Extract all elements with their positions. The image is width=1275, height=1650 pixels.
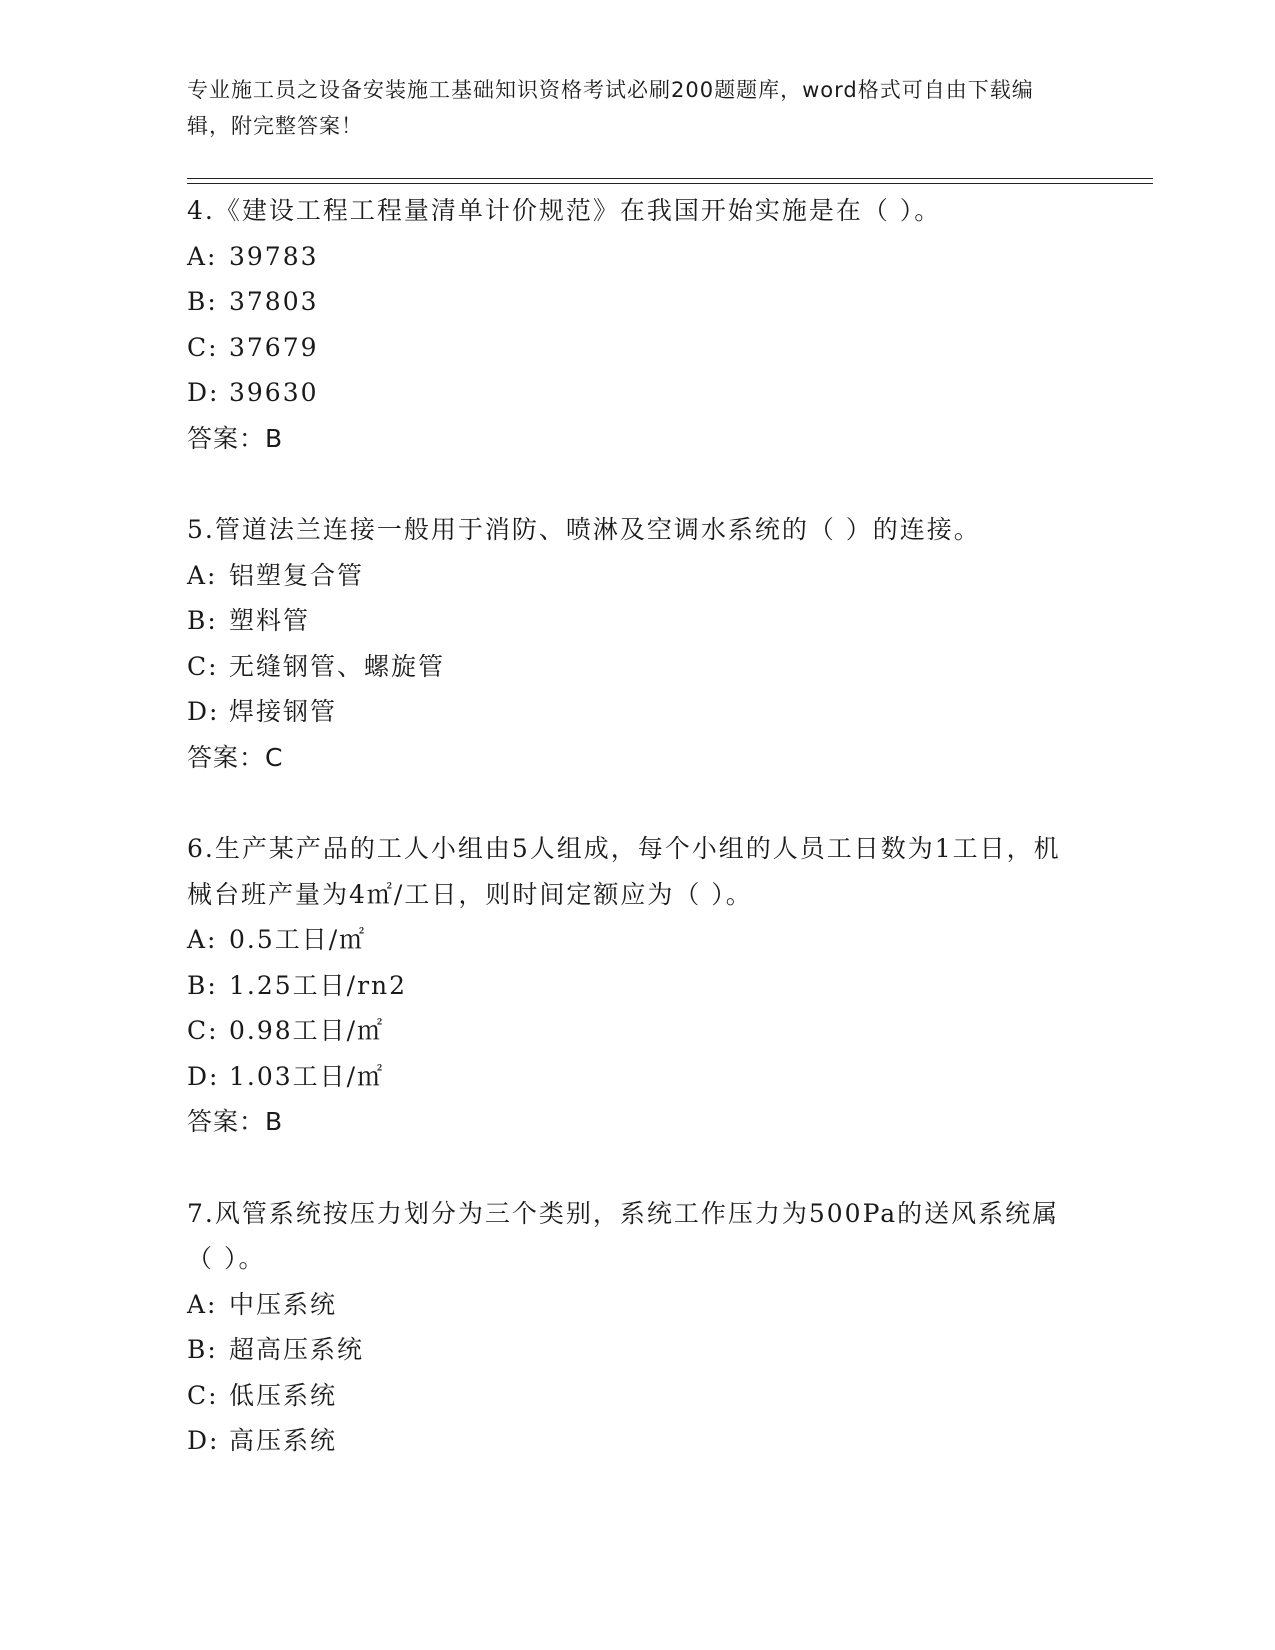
option-c <box>187 325 1067 371</box>
question-6 <box>187 826 1067 1145</box>
option-text: 高压系统 <box>229 1426 338 1455</box>
option-d <box>187 1054 1067 1100</box>
option-key: B: <box>187 1335 218 1364</box>
option-b <box>187 1327 1067 1373</box>
option-key: A: <box>187 1289 218 1319</box>
option-b <box>187 279 1067 325</box>
answer-line: 答案：C <box>187 742 284 772</box>
option-text: 1.25工日/rn2 <box>229 970 408 1000</box>
option-d <box>187 1418 1067 1464</box>
question-stem: 7.风管系统按压力划分为三个类别，系统工作压力为500Pa的送风系统属（ ）。 <box>187 1198 1060 1273</box>
option-key: C: <box>187 651 219 681</box>
option-text: 超高压系统 <box>229 1335 365 1364</box>
option-a <box>187 234 1067 280</box>
option-text: 无缝钢管、螺旋管 <box>229 651 446 681</box>
header-divider-top <box>187 178 1153 179</box>
option-b <box>187 963 1067 1009</box>
option-key: D: <box>187 1426 220 1455</box>
question-list <box>187 188 1067 1510</box>
option-d <box>187 370 1067 416</box>
question-stem: 5.管道法兰连接一般用于消防、喷淋及空调水系统的（ ）的连接。 <box>187 515 981 544</box>
option-key: A: <box>187 925 218 954</box>
option-text: 低压系统 <box>229 1380 338 1410</box>
option-key: B: <box>187 970 218 1000</box>
answer-line: 答案：B <box>187 423 284 453</box>
option-text: 0.5工日/㎡ <box>229 925 367 954</box>
option-d <box>187 689 1067 735</box>
option-a <box>187 917 1067 963</box>
option-a <box>187 553 1067 599</box>
option-text: 0.98工日/㎡ <box>229 1016 385 1045</box>
option-key: B: <box>187 287 218 316</box>
option-c <box>187 1008 1067 1054</box>
question-7 <box>187 1191 1067 1464</box>
option-key: D: <box>187 378 220 407</box>
option-key: C: <box>187 1016 219 1045</box>
option-c <box>187 1373 1067 1419</box>
answer-line: 答案：B <box>187 1107 284 1136</box>
option-text: 焊接钢管 <box>229 697 338 726</box>
question-stem: 4.《建设工程工程量清单计价规范》在我国开始实施是在（ ）。 <box>187 196 942 225</box>
option-text: 塑料管 <box>229 606 311 635</box>
option-c <box>187 644 1067 690</box>
option-key: A: <box>187 560 218 590</box>
option-text: 1.03工日/㎡ <box>229 1061 385 1091</box>
option-text: 39783 <box>229 241 319 271</box>
question-4 <box>187 188 1067 461</box>
option-key: D: <box>187 1061 220 1091</box>
option-text: 39630 <box>229 378 319 407</box>
option-key: A: <box>187 241 218 271</box>
option-text: 37803 <box>229 287 319 316</box>
question-5 <box>187 507 1067 780</box>
option-key: D: <box>187 697 220 726</box>
option-key: B: <box>187 606 218 635</box>
option-text: 中压系统 <box>229 1289 338 1319</box>
header-divider-bottom <box>187 183 1153 184</box>
option-text: 铝塑复合管 <box>229 560 365 590</box>
option-text: 37679 <box>229 332 319 362</box>
option-key: C: <box>187 1380 219 1410</box>
option-key: C: <box>187 332 219 362</box>
question-stem: 6.生产某产品的工人小组由5人组成，每个小组的人员工日数为1工日，机械台班产量为4㎡/工日，则时间定额应为（ ）。 <box>187 834 1061 909</box>
document-header: 专业施工员之设备安装施工基础知识资格考试必刷200题题库，word格式可自由下载编辑，附完整答案！ <box>187 78 1034 138</box>
option-a <box>187 1282 1067 1328</box>
option-b <box>187 598 1067 644</box>
